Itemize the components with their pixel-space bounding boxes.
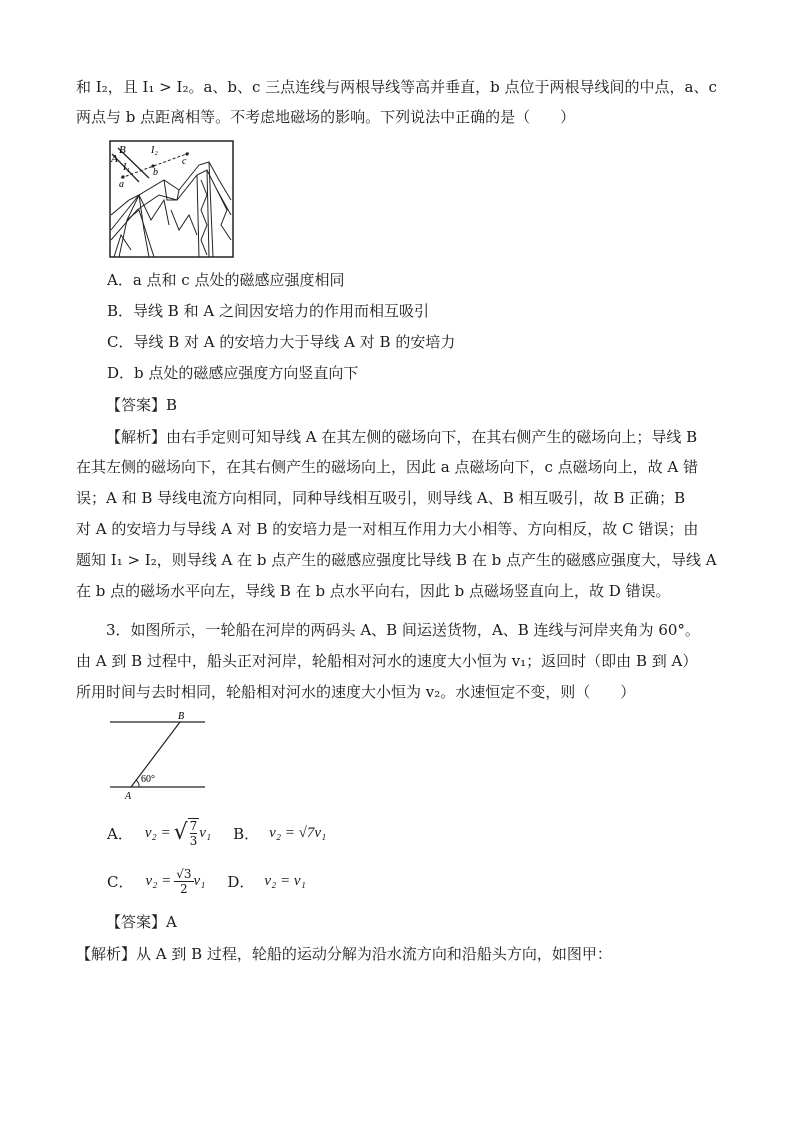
label-i1: I₁ [123, 162, 130, 173]
q3-option-c-rhs: v₁ [193, 872, 206, 889]
q2-option-c: C．导线 B 对 A 的安培力大于导线 A 对 B 的安培力 [107, 333, 456, 351]
q3-stem-line-1: 3．如图所示，一轮船在河岸的两码头 A、B 间运送货物，A、B 连线与河岸夹角为 60°。 [106, 621, 700, 639]
q3-option-c-lhs: v₂ = [145, 872, 172, 889]
q3-option-c-den: 2 [180, 881, 188, 896]
q2-analysis-line-5: 题知 I₁ > I₂，则导线 A 在 b 点产生的磁感应强度比导线 B 在 b 点产生的磁感应强度大，导线 A [76, 551, 717, 569]
q2-analysis-line-6: 在 b 点的磁场水平向左，导线 B 在 b 点水平向右，因此 b 点磁场竖直向上，故 D 错误。 [76, 582, 671, 600]
label-c: c [182, 156, 187, 167]
q3-option-a-label: A． [107, 824, 133, 843]
q2-analysis-line-1: 【解析】由右手定则可知导线 A 在其左侧的磁场向下，在其右侧产生的磁场向上；导线 B [106, 428, 698, 446]
q2-option-d: D．b 点处的磁感应强度方向竖直向下 [107, 364, 359, 382]
q3-option-c-fraction [174, 867, 193, 896]
q3-options-row-2 [107, 864, 306, 898]
q3-option-b-expr: v₂ = √7v₁ [269, 824, 327, 841]
label-b: b [153, 167, 158, 178]
q3-option-a-den: 3 [189, 834, 198, 848]
q2-figure-wires-bridge [109, 140, 234, 258]
label-dock-b: B [178, 711, 185, 722]
q3-option-d-expr: v₂ = v₁ [264, 872, 306, 889]
label-a: a [119, 179, 124, 190]
q3-answer: 【答案】A [106, 913, 177, 931]
q2-analysis-line-3: 误；A 和 B 导线电流方向相同，同种导线相互吸引，则导线 A、B 相互吸引，故 B 正确；B [76, 489, 686, 507]
q2-answer: 【答案】B [106, 396, 178, 414]
q3-option-c-label: C． [107, 872, 134, 891]
q3-option-a-sqrt: √ $\frac{7}{3}$ v₁ [173, 819, 212, 848]
label-wire-b: B [119, 144, 126, 156]
q2-option-a: A．a 点和 c 点处的磁感应强度相同 [107, 271, 345, 289]
q2-stem-line-1: 和 I₂，且 I₁ > I₂。a、b、c 三点连线与两根导线等高并垂直，b 点位于两根导线间的中点，a、c [76, 78, 717, 96]
q2-option-b: B．导线 B 和 A 之间因安培力的作用而相互吸引 [107, 302, 429, 320]
q2-analysis-line-2: 在其左侧的磁场向下，在其右侧产生的磁场向上，因此 a 点磁场向下，c 点磁场向上，故 A 错 [76, 458, 699, 476]
q3-option-a-lhs: v₂ = [144, 824, 171, 841]
q3-stem-line-2: 由 A 到 B 过程中，船头正对河岸，轮船相对河水的速度大小恒为 v₁；返回时（即由 B 到 A） [76, 652, 698, 670]
label-dock-a: A [125, 791, 132, 802]
line-ab [131, 722, 180, 787]
q3-option-c-num: √3 [176, 866, 192, 881]
q3-analysis-line-1: 【解析】从 A 到 B 过程，轮船的运动分解为沿水流方向和沿船头方向，如图甲： [76, 945, 612, 963]
q2-stem-line-2: 两点与 b 点距离相等。不考虑地磁场的影响。下列说法中正确的是（ ） [76, 108, 576, 126]
label-i2: I₂ [151, 145, 158, 156]
label-angle: 60° [141, 774, 155, 785]
label-wire-a: A [111, 153, 118, 165]
q3-option-a-rhs: v₁ [199, 824, 212, 841]
q3-option-d-label: D． [227, 872, 255, 891]
q3-options-row-1 [107, 816, 326, 850]
q3-figure-river [105, 708, 215, 804]
q3-option-a-num: 7 [189, 819, 198, 833]
q2-analysis-line-4: 对 A 的安培力与导线 A 对 B 的安培力是一对相互作用力大小相等、方向相反，故 C 错误；由 [76, 520, 699, 538]
q3-option-b-label: B． [233, 824, 260, 843]
q3-stem-line-3: 所用时间与去时相同，轮船相对河水的速度大小恒为 v₂。水速恒定不变，则（ ） [76, 683, 636, 701]
